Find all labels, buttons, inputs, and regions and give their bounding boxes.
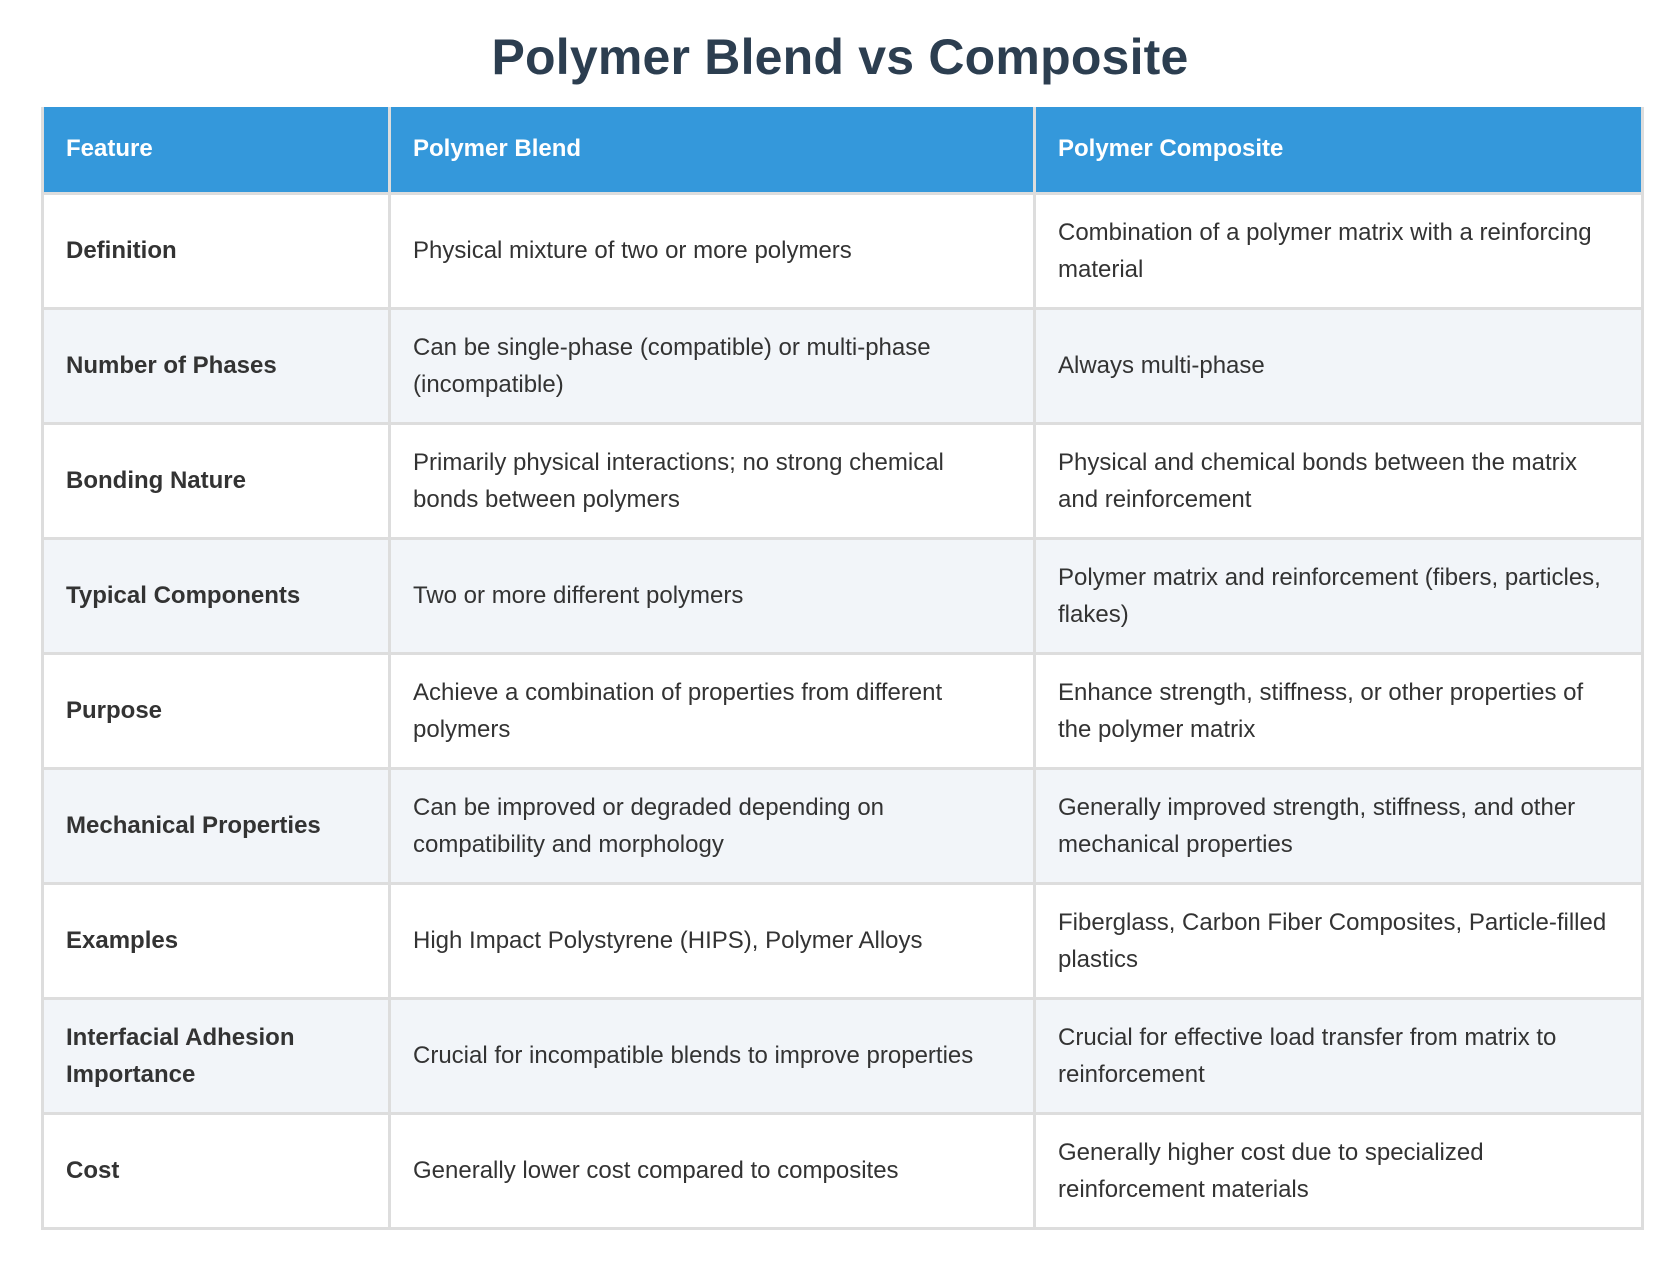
header-feature: Feature — [43, 107, 390, 193]
feature-cell: Typical Components — [43, 538, 390, 653]
feature-cell: Cost — [43, 1113, 390, 1228]
table-row — [43, 1113, 1643, 1228]
composite-cell: Fiberglass, Carbon Fiber Composites, Particle-filled plastics — [1035, 883, 1643, 998]
table-row — [43, 308, 1643, 423]
feature-cell: Bonding Nature — [43, 423, 390, 538]
blend-cell: Generally lower cost compared to composites — [390, 1113, 1035, 1228]
table-body — [43, 193, 1643, 1228]
feature-cell: Interfacial Adhesion Importance — [43, 998, 390, 1113]
composite-cell: Enhance strength, stiffness, or other properties of the polymer matrix — [1035, 653, 1643, 768]
composite-cell: Crucial for effective load transfer from matrix to reinforcement — [1035, 998, 1643, 1113]
header-polymer-blend: Polymer Blend — [390, 107, 1035, 193]
composite-cell: Always multi-phase — [1035, 308, 1643, 423]
blend-cell: Primarily physical interactions; no strong chemical bonds between polymers — [390, 423, 1035, 538]
blend-cell: Crucial for incompatible blends to improve properties — [390, 998, 1035, 1113]
table-row — [43, 538, 1643, 653]
feature-cell: Mechanical Properties — [43, 768, 390, 883]
comparison-table-container — [41, 107, 1641, 1230]
blend-cell: Can be single-phase (compatible) or multi-phase (incompatible) — [390, 308, 1035, 423]
comparison-table — [41, 107, 1644, 1230]
feature-cell: Definition — [43, 193, 390, 308]
table-row — [43, 653, 1643, 768]
composite-cell: Combination of a polymer matrix with a reinforcing material — [1035, 193, 1643, 308]
blend-cell: High Impact Polystyrene (HIPS), Polymer Alloys — [390, 883, 1035, 998]
feature-cell: Purpose — [43, 653, 390, 768]
table-row — [43, 998, 1643, 1113]
table-row — [43, 768, 1643, 883]
table-header — [43, 107, 1643, 193]
header-polymer-composite: Polymer Composite — [1035, 107, 1643, 193]
blend-cell: Achieve a combination of properties from different polymers — [390, 653, 1035, 768]
composite-cell: Generally improved strength, stiffness, and other mechanical properties — [1035, 768, 1643, 883]
page-title: Polymer Blend vs Composite — [491, 29, 1189, 85]
composite-cell: Physical and chemical bonds between the matrix and reinforcement — [1035, 423, 1643, 538]
table-row — [43, 193, 1643, 308]
feature-cell: Number of Phases — [43, 308, 390, 423]
table-row — [43, 423, 1643, 538]
header-row — [43, 107, 1643, 193]
blend-cell: Two or more different polymers — [390, 538, 1035, 653]
table-row — [43, 883, 1643, 998]
blend-cell: Physical mixture of two or more polymers — [390, 193, 1035, 308]
composite-cell: Polymer matrix and reinforcement (fibers, particles, flakes) — [1035, 538, 1643, 653]
composite-cell: Generally higher cost due to specialized reinforcement materials — [1035, 1113, 1643, 1228]
feature-cell: Examples — [43, 883, 390, 998]
blend-cell: Can be improved or degraded depending on compatibility and morphology — [390, 768, 1035, 883]
